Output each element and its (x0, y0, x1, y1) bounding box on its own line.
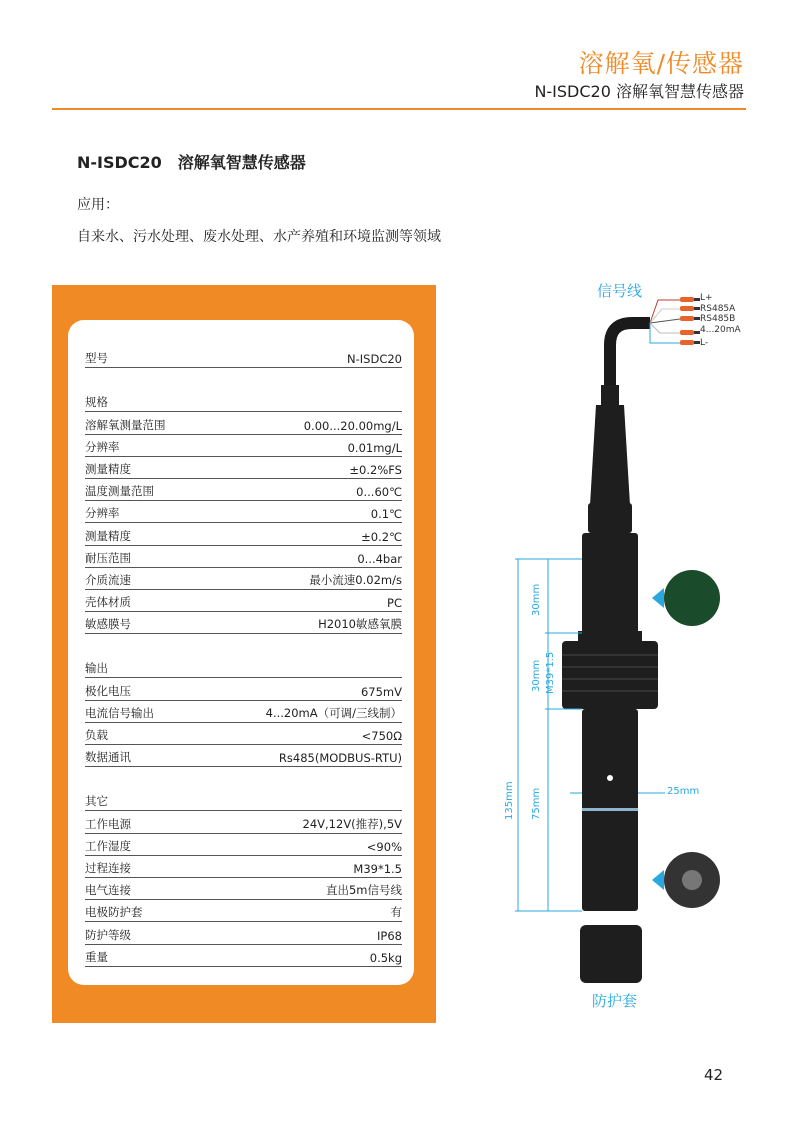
spec-row (85, 568, 402, 590)
spec-key: 测量精度 (85, 461, 131, 476)
spec-table (85, 346, 402, 967)
spec-row (85, 590, 402, 612)
electrode-callout (652, 852, 720, 908)
spec-key: 溶解氧测量范围 (85, 417, 166, 432)
spec-row (85, 479, 402, 501)
spec-value: M39*1.5 (353, 861, 402, 876)
application-label: 应用： (77, 197, 119, 213)
spec-row (85, 435, 402, 457)
spec-value: 有 (390, 905, 402, 920)
spec-value: 0.5kg (369, 950, 402, 965)
spec-value: 0...4bar (357, 551, 402, 566)
spec-row (85, 945, 402, 967)
header-subtitle: N-ISDC20 溶解氧智慧传感器 (534, 82, 744, 101)
spec-key: 电气连接 (85, 883, 131, 898)
pcb-callout (652, 570, 720, 626)
header-title: 溶解氧/传感器 (578, 49, 744, 78)
wire-label: L+ (700, 293, 713, 303)
spec-row (85, 612, 402, 634)
spec-value: 0.1℃ (370, 507, 402, 522)
spec-value: ±0.2℃ (361, 529, 402, 544)
spec-row (85, 900, 402, 922)
wire-label: L- (700, 338, 709, 348)
spec-value: ±0.2%FS (349, 462, 402, 477)
spec-value: 24V,12V(推荐),5V (302, 816, 402, 831)
spec-key: 敏感膜号 (85, 617, 131, 632)
spec-key: 防护等级 (85, 927, 131, 942)
spec-value: <750Ω (361, 729, 402, 743)
spec-key: 负载 (85, 728, 108, 742)
spec-key: 规格 (85, 395, 108, 410)
spec-key: 工作电源 (85, 816, 131, 831)
protective-cap-label: 防护套 (592, 992, 638, 1010)
spec-row (85, 878, 402, 900)
spec-value: Rs485(MODBUS-RTU) (278, 751, 402, 766)
spec-key: 分辨率 (85, 439, 120, 454)
wire-label: RS485B (700, 314, 736, 324)
dim-lower: 75mm (531, 787, 542, 820)
sensor-body (562, 385, 658, 983)
spec-key: 介质流速 (85, 572, 131, 587)
wire-label: RS485A (700, 304, 736, 314)
sensor-diagram (490, 275, 790, 1015)
dim-thread: M39*1.5 (545, 651, 556, 694)
spec-key: 温度测量范围 (85, 484, 154, 499)
dim-diameter: 25mm (667, 786, 700, 797)
page-number: 42 (704, 1066, 724, 1084)
spec-value: PC (387, 596, 402, 611)
page-title: N-ISDC20 溶解氧智慧传感器 (77, 153, 306, 172)
spec-key: 测量精度 (85, 528, 131, 543)
spec-row (85, 346, 402, 368)
spec-row (85, 457, 402, 479)
spec-key: 极化电压 (85, 683, 131, 698)
spec-row (85, 723, 402, 745)
spec-row (85, 390, 402, 412)
spec-key: 输出 (85, 661, 108, 676)
spec-row (85, 745, 402, 767)
spec-key: 电极防护套 (85, 905, 143, 920)
spec-value: 直出5m信号线 (325, 883, 402, 898)
dim-mid: 30mm (531, 659, 542, 692)
spec-row (85, 501, 402, 523)
spec-row (85, 678, 402, 700)
spec-row (85, 789, 402, 811)
spec-key: 重量 (85, 949, 108, 964)
spec-key: 型号 (85, 351, 108, 366)
spec-row (85, 834, 402, 856)
spec-row (85, 856, 402, 878)
application-value: 自来水、污水处理、废水处理、水产养殖和环境监测等领域 (77, 229, 441, 245)
signal-cable-label: 信号线 (597, 282, 643, 300)
spec-row (85, 656, 402, 678)
spec-value: 4...20mA（可调/三线制） (265, 705, 402, 720)
spec-key: 壳体材质 (85, 595, 131, 610)
spec-row (85, 922, 402, 944)
spec-key: 数据通讯 (85, 750, 131, 765)
spec-key: 过程连接 (85, 860, 131, 875)
dim-total: 135mm (504, 781, 515, 820)
spec-row (85, 701, 402, 723)
spec-value: <90% (366, 839, 402, 854)
spec-value: 0...60℃ (356, 485, 402, 500)
spec-value: 最小流速0.02m/s (309, 572, 402, 587)
spec-key: 分辨率 (85, 506, 120, 521)
spec-value: 675mV (360, 684, 402, 699)
spec-row (85, 811, 402, 833)
spec-row (85, 523, 402, 545)
wire-label: 4...20mA (700, 325, 741, 335)
dim-top: 30mm (531, 583, 542, 616)
spec-value: 0.01mg/L (347, 440, 402, 455)
spec-value: IP68 (377, 928, 402, 943)
spec-row (85, 546, 402, 568)
spec-key: 电流信号输出 (85, 705, 154, 720)
spec-key: 其它 (85, 794, 108, 809)
spec-value: 0.00...20.00mg/L (303, 418, 402, 433)
spec-value: H2010敏感氧膜 (318, 617, 402, 632)
spec-key: 工作湿度 (85, 838, 131, 853)
header-divider (52, 108, 746, 110)
spec-key: 耐压范围 (85, 550, 131, 565)
spec-value: N-ISDC20 (347, 352, 402, 367)
spec-row (85, 412, 402, 434)
